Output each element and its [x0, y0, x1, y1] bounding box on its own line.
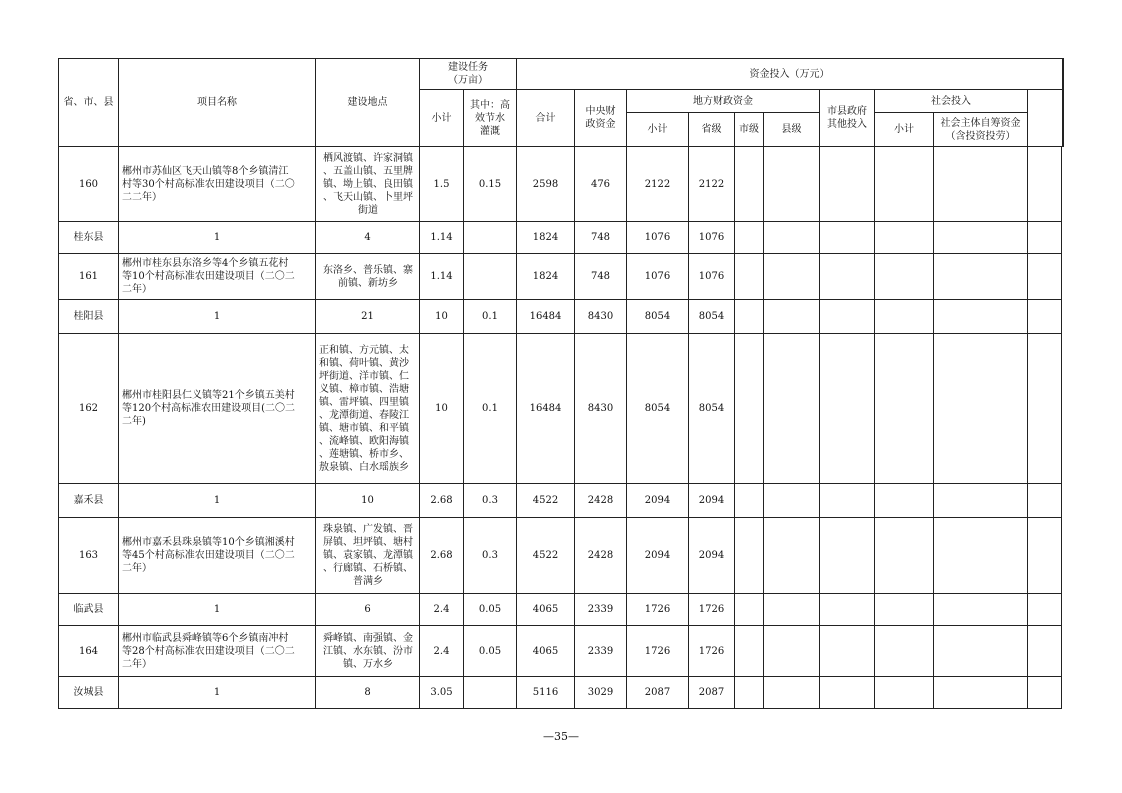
cell-provincial: 8054 [689, 300, 735, 334]
cell-task-efficient: 0.05 [464, 594, 517, 626]
cell-social-self [934, 147, 1028, 222]
cell-social-self [934, 677, 1028, 709]
cell-provincial: 8054 [689, 334, 735, 484]
cell-project-name: 郴州市嘉禾县珠泉镇等10个乡镇湘溪村 等45个村高标准农田建设项目（二〇二 二年） [119, 518, 316, 594]
cell-local-subtotal: 2094 [627, 484, 689, 518]
cell-city [735, 222, 764, 254]
cell-task-efficient: 0.05 [464, 626, 517, 677]
cell-id: 163 [59, 518, 119, 594]
cell-county [764, 254, 820, 300]
cell-location: 正和镇、方元镇、太 和镇、荷叶镇、黄沙 坪街道、洋市镇、仁 义镇、樟市镇、浩塘 镇、雷坪镇、四里镇 、龙潭街道、春陵江 镇、塘市镇、和平镇 、流峰镇、欧阳海镇 、莲塘镇、桥市乡、 敖泉镇、白水瑶族乡 [316, 334, 420, 484]
cell-id: 嘉禾县 [59, 484, 119, 518]
cell-social-subtotal [875, 222, 934, 254]
cell-other [820, 334, 875, 484]
cell-funds-total: 4065 [517, 594, 575, 626]
cell-id: 160 [59, 147, 119, 222]
cell-id: 临武县 [59, 594, 119, 626]
cell-central: 2428 [575, 518, 627, 594]
cell-task-subtotal: 1.14 [420, 222, 464, 254]
table-row [59, 222, 1064, 254]
cell-location: 舜峰镇、南强镇、金 江镇、水东镇、汾市 镇、万水乡 [316, 626, 420, 677]
cell-social-subtotal [875, 626, 934, 677]
header-city-county-other: 市县政府 其他投入 [820, 90, 875, 147]
cell-social-self [934, 334, 1028, 484]
header-local-subtotal: 小计 [627, 113, 689, 147]
cell-other [820, 484, 875, 518]
cell-task-efficient: 0.3 [464, 484, 517, 518]
cell-provincial: 1726 [689, 626, 735, 677]
cell-funds-total: 1824 [517, 254, 575, 300]
cell-other [820, 254, 875, 300]
cell-local-subtotal: 1076 [627, 254, 689, 300]
cell-funds-total: 4522 [517, 518, 575, 594]
cell-social-subtotal [875, 334, 934, 484]
cell-social-self [934, 222, 1028, 254]
cell-central: 3029 [575, 677, 627, 709]
cell-project-name: 1 [119, 222, 316, 254]
cell-project-name: 1 [119, 300, 316, 334]
cell-social-subtotal [875, 300, 934, 334]
cell-local-subtotal: 8054 [627, 300, 689, 334]
cell-social-subtotal [875, 484, 934, 518]
header-social-subtotal: 小计 [875, 113, 934, 147]
cell-location: 栖风渡镇、许家洞镇 、五盖山镇、五里牌 镇、坳上镇、良田镇 、飞天山镇、卜里坪 街道 [316, 147, 420, 222]
cell-project-name: 郴州市桂阳县仁义镇等21个乡镇五美村 等120个村高标准农田建设项目(二〇二 二年) [119, 334, 316, 484]
cell-central: 748 [575, 222, 627, 254]
cell-central: 476 [575, 147, 627, 222]
cell-id: 162 [59, 334, 119, 484]
cell-other [820, 222, 875, 254]
header-city: 市级 [735, 113, 764, 147]
cell-task-subtotal: 10 [420, 334, 464, 484]
cell-county [764, 300, 820, 334]
cell-county [764, 222, 820, 254]
cell-city [735, 677, 764, 709]
cell-remarks [1028, 254, 1062, 300]
cell-task-subtotal: 10 [420, 300, 464, 334]
table-row [59, 147, 1064, 222]
cell-city [735, 254, 764, 300]
table-row [59, 484, 1064, 518]
cell-social-self [934, 300, 1028, 334]
page-number: —35— [543, 730, 579, 743]
cell-other [820, 594, 875, 626]
cell-task-efficient [464, 677, 517, 709]
cell-other [820, 147, 875, 222]
cell-provincial: 1076 [689, 222, 735, 254]
cell-social-subtotal [875, 518, 934, 594]
cell-remarks [1028, 594, 1062, 626]
header-funds: 资金投入（万元） [517, 59, 1063, 90]
cell-remarks [1028, 300, 1062, 334]
cell-task-subtotal: 2.68 [420, 484, 464, 518]
cell-project-name: 郴州市桂东县东洛乡等4个乡镇五花村 等10个村高标准农田建设项目（二〇二 二年） [119, 254, 316, 300]
cell-task-efficient: 0.1 [464, 334, 517, 484]
cell-location: 珠泉镇、广发镇、晋 屏镇、坦坪镇、塘村 镇、袁家镇、龙潭镇 、行廊镇、石桥镇、 普满乡 [316, 518, 420, 594]
cell-other [820, 677, 875, 709]
cell-city [735, 594, 764, 626]
cell-location: 8 [316, 677, 420, 709]
cell-id: 161 [59, 254, 119, 300]
cell-central: 8430 [575, 300, 627, 334]
cell-task-subtotal: 2.4 [420, 626, 464, 677]
cell-remarks [1028, 222, 1062, 254]
header-social-self: 社会主体自筹资金 （含投资投劳） [934, 113, 1028, 147]
project-table [58, 58, 1064, 709]
cell-social-self [934, 484, 1028, 518]
header-local: 地方财政资金 [627, 90, 820, 113]
cell-social-self [934, 254, 1028, 300]
cell-task-subtotal: 1.14 [420, 254, 464, 300]
header-task-subtotal: 小计 [420, 90, 464, 147]
cell-provincial: 1726 [689, 594, 735, 626]
cell-social-subtotal [875, 594, 934, 626]
cell-city [735, 626, 764, 677]
cell-local-subtotal: 2122 [627, 147, 689, 222]
cell-id: 桂东县 [59, 222, 119, 254]
header-location: 建设地点 [316, 59, 420, 147]
header-funds-total: 合计 [517, 90, 575, 147]
cell-project-name: 郴州市临武县舜峰镇等6个乡镇南冲村 等28个村高标准农田建设项目（二〇二 二年） [119, 626, 316, 677]
cell-county [764, 626, 820, 677]
cell-remarks [1028, 484, 1062, 518]
cell-city [735, 334, 764, 484]
cell-task-subtotal: 1.5 [420, 147, 464, 222]
table-row [59, 626, 1064, 677]
cell-project-name: 1 [119, 484, 316, 518]
cell-location: 6 [316, 594, 420, 626]
cell-funds-total: 5116 [517, 677, 575, 709]
cell-county [764, 147, 820, 222]
cell-social-subtotal [875, 677, 934, 709]
cell-funds-total: 16484 [517, 300, 575, 334]
cell-local-subtotal: 1726 [627, 626, 689, 677]
cell-remarks [1028, 626, 1062, 677]
cell-social-self [934, 626, 1028, 677]
cell-local-subtotal: 2087 [627, 677, 689, 709]
cell-other [820, 518, 875, 594]
header-task-efficient: 其中：高 效节水 灌溉 [464, 90, 517, 147]
cell-provincial: 1076 [689, 254, 735, 300]
header-county: 县级 [764, 113, 820, 147]
cell-local-subtotal: 1076 [627, 222, 689, 254]
cell-other [820, 300, 875, 334]
cell-city [735, 300, 764, 334]
header-region: 省、市、县 [59, 59, 119, 147]
table-row [59, 334, 1064, 484]
cell-provincial: 2122 [689, 147, 735, 222]
table-row [59, 518, 1064, 594]
cell-task-efficient [464, 222, 517, 254]
cell-central: 2339 [575, 594, 627, 626]
cell-central: 2428 [575, 484, 627, 518]
cell-county [764, 334, 820, 484]
cell-task-efficient: 0.1 [464, 300, 517, 334]
cell-task-subtotal: 2.4 [420, 594, 464, 626]
cell-task-efficient: 0.15 [464, 147, 517, 222]
cell-location: 10 [316, 484, 420, 518]
cell-county [764, 594, 820, 626]
cell-funds-total: 16484 [517, 334, 575, 484]
cell-task-subtotal: 2.68 [420, 518, 464, 594]
cell-id: 汝城县 [59, 677, 119, 709]
cell-provincial: 2094 [689, 518, 735, 594]
cell-task-subtotal: 3.05 [420, 677, 464, 709]
cell-task-efficient: 0.3 [464, 518, 517, 594]
cell-social-subtotal [875, 147, 934, 222]
cell-provincial: 2087 [689, 677, 735, 709]
cell-county [764, 677, 820, 709]
cell-social-self [934, 518, 1028, 594]
header-project-name: 项目名称 [119, 59, 316, 147]
cell-location: 4 [316, 222, 420, 254]
cell-project-name: 1 [119, 594, 316, 626]
cell-funds-total: 4522 [517, 484, 575, 518]
cell-social-subtotal [875, 254, 934, 300]
cell-county [764, 484, 820, 518]
cell-central: 748 [575, 254, 627, 300]
cell-id: 桂阳县 [59, 300, 119, 334]
table-row [59, 594, 1064, 626]
cell-id: 164 [59, 626, 119, 677]
cell-funds-total: 1824 [517, 222, 575, 254]
cell-social-self [934, 594, 1028, 626]
cell-location: 21 [316, 300, 420, 334]
cell-city [735, 147, 764, 222]
cell-local-subtotal: 8054 [627, 334, 689, 484]
cell-funds-total: 2598 [517, 147, 575, 222]
cell-provincial: 2094 [689, 484, 735, 518]
cell-remarks [1028, 334, 1062, 484]
cell-central: 8430 [575, 334, 627, 484]
table-row [59, 300, 1064, 334]
header-central: 中央财 政资金 [575, 90, 627, 147]
cell-location: 东洛乡、普乐镇、寨 前镇、新坊乡 [316, 254, 420, 300]
cell-central: 2339 [575, 626, 627, 677]
header-remarks [1063, 59, 1064, 147]
cell-local-subtotal: 1726 [627, 594, 689, 626]
header-provincial: 省级 [689, 113, 735, 147]
cell-project-name: 郴州市苏仙区飞天山镇等8个乡镇清江 村等30个村高标准农田建设项目（二〇 二二年） [119, 147, 316, 222]
header-social: 社会投入 [875, 90, 1028, 113]
cell-remarks [1028, 518, 1062, 594]
cell-city [735, 518, 764, 594]
cell-county [764, 518, 820, 594]
table-row [59, 254, 1064, 300]
cell-project-name: 1 [119, 677, 316, 709]
header-task: 建设任务 （万亩） [420, 59, 517, 90]
cell-other [820, 626, 875, 677]
table-row [59, 677, 1064, 709]
cell-funds-total: 4065 [517, 626, 575, 677]
cell-remarks [1028, 677, 1062, 709]
cell-remarks [1028, 147, 1062, 222]
cell-city [735, 484, 764, 518]
cell-local-subtotal: 2094 [627, 518, 689, 594]
cell-task-efficient [464, 254, 517, 300]
